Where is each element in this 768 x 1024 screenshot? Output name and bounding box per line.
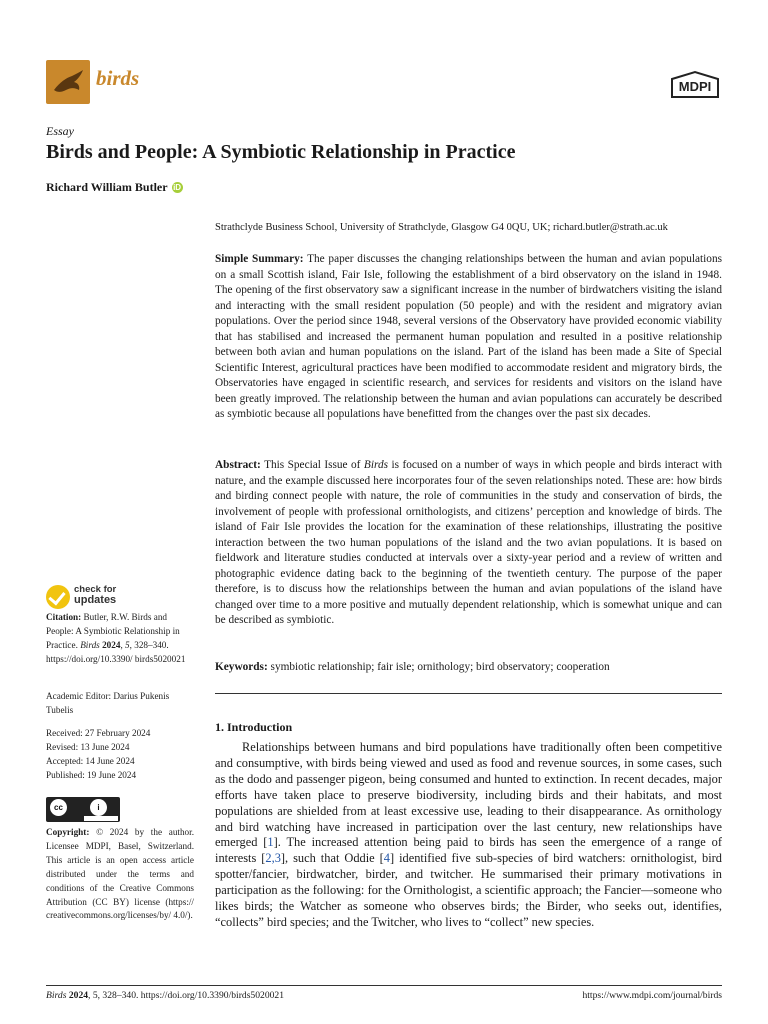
dates-block [46, 727, 194, 783]
intro-text-3: ], such that Oddie [ [280, 851, 384, 866]
copyright-text: © 2024 by the author. Licensee MDPI, Basel, Switzerland. This article is an open access article distributed under the terms and conditions of the Creative Commons Attribution (CC BY) license (https:// creativecommons.org/licenses/by/ 4.0/). [46, 827, 194, 921]
simple-summary-text: The paper discusses the changing relationships between the human and avian populations on a small Scottish island, Fair Isle, following the establishment of a bird observatory on the island in 1948. The opening of the first observatory saw a significant increase in the number of birdwatchers visiting the island and interacting with the small resident population (50 people) and with the resident and migratory avian populations. Over the period since 1948, several versions of the Observatory have provided economic viability that has stabilised and increased the permanent human population and resulted in a positive relationship between both avian and human populations on the island. Part of the island has been made a Site of Special Scientific Interest, agricultural practices have been modified to accommodate resident and migratory birds, the Observatories have engaged in scientific research, and services for residents and visitors on the island have been greatly improved. The relationship between the human and avian populations can accurately be described as symbiotic because all populations have benefitted from the changes over the past six decades. [215, 253, 722, 420]
cc-by-license-icon[interactable] [46, 797, 120, 822]
citation-label: Citation: [46, 612, 82, 622]
footer-rule [46, 985, 722, 986]
academic-editor: Academic Editor: Darius Pukenis Tubelis [46, 691, 170, 715]
keywords-label: Keywords: [215, 661, 268, 673]
citation-link[interactable]: 1 [267, 835, 274, 850]
publisher-logo [666, 70, 724, 102]
footer-citation [46, 990, 284, 1001]
footer-journal-url[interactable]: https://www.mdpi.com/journal/birds [582, 990, 722, 1001]
intro-text-2: ]. The increased attention being paid to birds has seen the emergence of a range of interests [ [215, 835, 722, 866]
bird-icon [46, 60, 90, 104]
revised-date: Revised: 13 June 2024 [46, 741, 130, 752]
citation-text-a: Butler, R.W. Birds and People: A Symbiotic Relationship in Practice. [46, 612, 180, 650]
citation-comma: , [120, 639, 126, 650]
published-date: Published: 19 June 2024 [46, 769, 137, 780]
cc-by-strip [84, 816, 118, 821]
citation-block [46, 611, 194, 667]
received-date: Received: 27 February 2024 [46, 728, 151, 738]
attribution-icon: i [90, 799, 107, 816]
check-for-updates-label [74, 585, 116, 605]
abstract [215, 458, 722, 629]
abstract-text-b: is focused on a number of ways in which people and birds interact with nature, and the example discussed here incorporates four of the seven relationships noted. These are: how birds and birding connect people with nature, the role of communities in the study and conservation of birds, the involvement of people with professional ornithologists, and citizens’ perception and knowledge of birds. The island of Fair Isle provides the location for the examination of these relationships, illustrating the positive interaction between the two human populations of the island and the two avian populations. It is based on fieldwork and literature studies conducted at intervals over a sixty-year period and a review of written and photographic evidence dating back to the beginning of the twentieth century. The purpose of the paper therefore, is to discuss how the relationships between the human and avian populations of the island have changed over time to a more positive and mutually dependent relationship, which is somewhat unique and can be described as symbiotic. [215, 459, 722, 626]
author-name: Richard William Butler [46, 180, 168, 194]
copyright-block [46, 826, 194, 923]
check-badge-icon [46, 585, 70, 609]
intro-paragraph [215, 740, 722, 931]
citation-link[interactable]: 4 [383, 851, 390, 866]
check-for-updates-button[interactable] [46, 585, 166, 611]
simple-summary [215, 252, 722, 423]
footer-citation-rest[interactable]: , 5, 328–340. https://doi.org/10.3390/birds5020021 [88, 990, 285, 1001]
citation-link[interactable]: 2,3 [265, 851, 281, 866]
citation-journal: Birds [80, 639, 100, 650]
keywords [215, 660, 722, 676]
check-line-1: check for [74, 584, 117, 595]
publisher-name: MDPI [678, 79, 712, 94]
article-type: Essay [46, 124, 74, 138]
section-heading: 1. Introduction [215, 720, 293, 734]
divider [215, 693, 722, 694]
intro-text-4: ] identified five sub-species of bird watchers: ornithologist, bird spotter/fancier, birdwatcher, birder, and twitcher. He summarised their primary motivations in participation as the following: for the Ornithologist, a scientific approach; the Fancier—someone who likes birds; the Watcher as someone who observes birds; the Birder, who seeks out, identifies, “collects” bird species; and the Twitcher, who lives to “collect” new species. [215, 851, 722, 929]
cc-icon: cc [50, 799, 67, 816]
abstract-text-a: This Special Issue of [264, 459, 361, 471]
accepted-date: Accepted: 14 June 2024 [46, 755, 135, 766]
abstract-journal-name: Birds [363, 459, 388, 471]
journal-logo [46, 60, 90, 104]
intro-text-1: Relationships between humans and bird populations have traditionally often been competitive and consumptive, with birds being viewed and used as food and revenue sources, in some cases, such as the dodo and passenger pigeon, being consumed and hunted to extinction. In recent decades, major efforts have taken place to preserve biodiversity, including birds and their habitats, and most populations are shielded from at least excessive use, leading to their disappearance. As ornithology and bird watching have increased in participation over the last century, new relationships have emerged [ [215, 740, 722, 850]
affiliation: Strathclyde Business School, University of Strathclyde, Glasgow G4 0QU, UK; richard.butler@strath.ac.uk [215, 222, 668, 233]
orcid-icon[interactable]: iD [173, 183, 182, 192]
footer-year: 2024 [68, 990, 89, 1001]
check-line-2: updates [74, 594, 117, 606]
simple-summary-label: Simple Summary: [215, 253, 304, 265]
author-line [46, 180, 183, 195]
footer-journal: Birds [46, 990, 67, 1001]
article-title: Birds and People: A Symbiotic Relationship in Practice [46, 141, 516, 163]
copyright-label: Copyright: [46, 827, 90, 837]
citation-text-b[interactable]: , 328–340. https://doi.org/10.3390/ birds5020021 [46, 639, 186, 664]
abstract-label: Abstract: [215, 459, 261, 471]
citation-year: 2024 [102, 639, 121, 650]
journal-name: birds [96, 66, 140, 90]
keywords-text: symbiotic relationship; fair isle; ornithology; bird observatory; cooperation [270, 661, 610, 673]
citation-volume: 5 [125, 639, 130, 650]
